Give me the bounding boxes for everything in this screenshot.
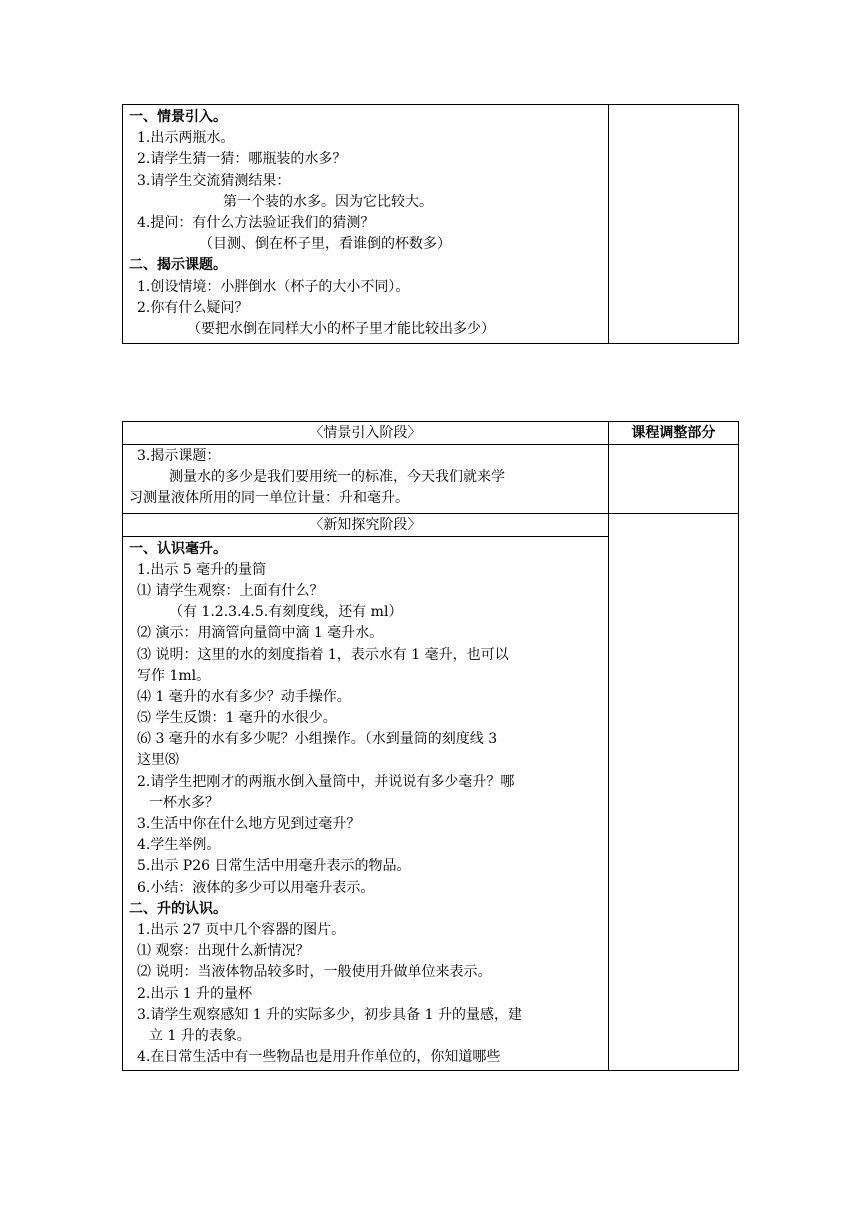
text-line: ⑵ 说明：当液体物品较多时，一般使用升做单位来表示。 <box>137 964 492 981</box>
text-line: 6.小结：液体的多少可以用毫升表示。 <box>137 879 375 896</box>
text-line: 4.提问：有什么方法验证我们的猜测？ <box>137 214 375 231</box>
table1-lines <box>123 107 608 340</box>
text-line: 立 1 升的表象。 <box>149 1027 251 1044</box>
text-line: 习测量液体所用的同一单位计量：升和毫升。 <box>129 490 409 507</box>
text-line: 2.你有什么疑问？ <box>137 299 249 316</box>
text-line: ⑸ 学生反馈：1 毫升的水很少。 <box>137 710 337 727</box>
lesson-table-1 <box>122 104 739 344</box>
text-line: 3.请学生交流猜测结果： <box>137 172 291 189</box>
section1-lines <box>123 446 608 510</box>
section2-lines <box>123 539 608 1069</box>
table1-content-cell <box>123 105 609 344</box>
text-line: ⑷ 1 毫升的水有多少？动手操作。 <box>137 688 351 705</box>
section1-side-cell <box>608 445 738 514</box>
text-line: 3.揭示课题： <box>137 448 221 464</box>
text-line: 写作 1ml。 <box>137 667 211 684</box>
section-heading: 二、升的认识。 <box>129 900 227 917</box>
text-line: 3.请学生观察感知 1 升的实际多少，初步具备 1 升的量感，建 <box>137 1006 522 1023</box>
text-line: 1.创设情境：小胖倒水（杯子的大小不同）。 <box>137 278 410 295</box>
text-line: 2.请学生把刚才的两瓶水倒入量筒中，并说说有多少毫升？哪 <box>137 773 515 790</box>
section2-side-cell <box>608 513 738 1071</box>
text-line: 这里⑻ <box>137 752 179 769</box>
text-line: 2.出示 1 升的量杯 <box>137 985 253 1002</box>
section-heading: 一、认识毫升。 <box>129 540 227 557</box>
text-line: 1.出示两瓶水。 <box>137 130 235 147</box>
text-line: （要把水倒在同样大小的杯子里才能比较出多少） <box>187 320 495 337</box>
text-line: ⑶ 说明：这里的水的刻度指着 1，表示水有 1 毫升，也可以 <box>137 646 509 663</box>
table1-side-cell <box>608 105 738 344</box>
text-line: 4.学生举例。 <box>137 837 221 854</box>
lesson-table-2 <box>122 421 739 1071</box>
text-line: ⑴ 观察：出现什么新情况？ <box>137 943 310 960</box>
adjustment-column-header: 课程调整部分 <box>608 422 738 445</box>
text-line: 1.出示 5 毫升的量筒 <box>137 561 267 578</box>
section-heading: 二、揭示课题。 <box>129 257 227 274</box>
text-line: 第一个装的水多。因为它比较大。 <box>223 193 433 210</box>
text-line: 4.在日常生活中有一些物品也是用升作单位的，你知道哪些 <box>137 1049 501 1066</box>
text-line: ⑵ 演示：用滴管向量筒中滴 1 毫升水。 <box>137 625 384 642</box>
text-line: ⑹ 3 毫升的水有多少呢？小组操作。（水到量筒的刻度线 3 <box>137 731 498 748</box>
stage-header-intro: 〈情景引入阶段〉 <box>123 422 609 445</box>
section-heading: 一、情景引入。 <box>129 109 227 125</box>
section2-cell <box>123 536 609 1071</box>
text-line: （有 1.2.3.4.5.有刻度线，还有 ml） <box>169 604 403 621</box>
text-line: 5.出示 P26 日常生活中用毫升表示的物品。 <box>137 858 411 875</box>
text-line: 2.请学生猜一猜：哪瓶装的水多？ <box>137 151 347 168</box>
text-line: 1.出示 27 页中几个容器的图片。 <box>137 921 346 938</box>
text-line: 测量水的多少是我们要用统一的标准，今天我们就来学 <box>169 469 505 486</box>
stage-header-explore: 〈新知探究阶段〉 <box>123 513 609 536</box>
text-line: （目测、倒在杯子里，看谁倒的杯数多） <box>199 236 451 253</box>
text-line: ⑴ 请学生观察：上面有什么？ <box>137 582 324 599</box>
section1-cell <box>123 445 609 514</box>
text-line: 3.生活中你在什么地方见到过毫升？ <box>137 816 361 832</box>
text-line: 一杯水多？ <box>149 794 219 811</box>
